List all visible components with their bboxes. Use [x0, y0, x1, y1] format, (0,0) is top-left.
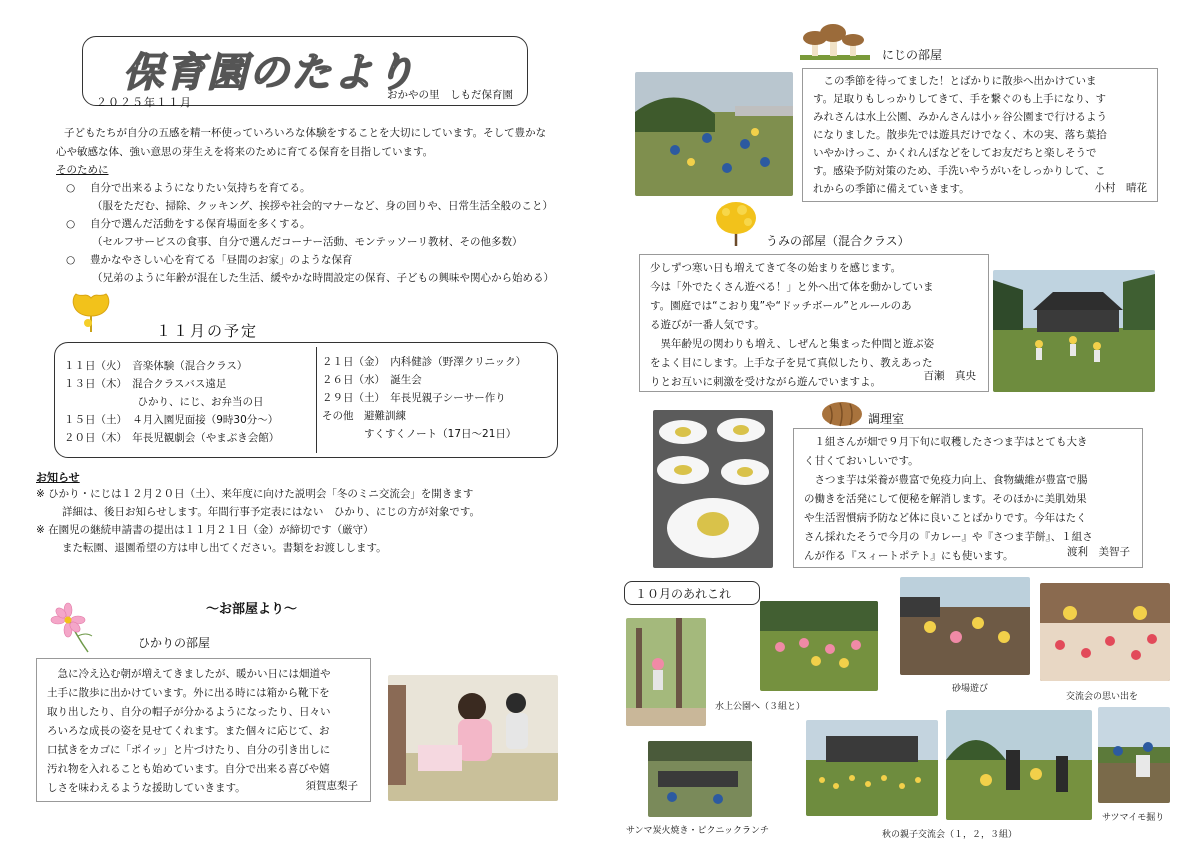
october-title-box	[624, 581, 760, 605]
goal-bullet-3: ○	[66, 254, 76, 266]
schedule-left-4: １５日（土） ４月入園児面接（9時30分～）	[64, 414, 279, 426]
goal-3: 豊かなやさしい心を育てる「昼間のお家」のような保育	[90, 254, 353, 266]
hikari-text: 急に冷え込む朝が増えてきましたが、暖かい日には畑道や 土手に散歩に出かけています。外に出る時には箱から靴下を 取り出したり、自分の帽子が分かるようになったり、日々い ろいろな成長の姿を見せてくれます。また個々に応じて、お 口拭きをカゴに「ポイッ」と片づけたり、自分の引き出しに 汚れ物を入れることも始めています。自分で出来る喜びや嬉 しさを味わえるような援助していきます。	[47, 668, 331, 794]
sweet-potato-icon	[820, 398, 864, 428]
potato-photo	[1098, 707, 1170, 803]
notice-title: お知らせ	[36, 471, 80, 484]
hikari-box	[36, 658, 371, 802]
issue-date: ２０２５年１１月	[96, 96, 192, 109]
kitchen-box	[793, 428, 1143, 568]
niji-text: この季節を待ってました！とばかりに散歩へ出かけていま す。足取りもしっかりしてきて、手を繋ぐのも上手になり、す みれさんは水上公園、みかんさんは小ヶ谷公園まで行けるよう になりました。散歩先では遊具だけでなく、木の実、落ち葉拾 いやかけっこ、かくれんぼなどをしてお友だちと楽しそうで す。感染予防対策のため、手洗いやうがいをしっかりして、こ れからの季節に備えていきます。	[813, 75, 1107, 195]
sand-photo	[900, 577, 1030, 675]
hikari-photo	[388, 675, 558, 801]
caption-park: 水上公園へ（３組と）	[715, 702, 806, 712]
goal-bullet-1: ○	[66, 182, 76, 194]
mushroom-icon	[800, 22, 870, 62]
intro-line-2: 心や敏感な体、強い意思の芽生えを将来のために育てる保育を目指しています。	[56, 146, 434, 158]
ginkgo-leaf-icon	[68, 290, 114, 334]
kitchen-text: １組さんが畑で９月下旬に収穫したさつま芋はとても大き く甘くておいしいです。 さつま芋は栄養が豊富で免疫力向上、食物繊維が豊富で腸 の働きを活発にして便秘を解消します。そのほかに美肌効果 や生活習慣病予防など体に良いことばかりです。今年はたく さん採れたそうで今月の『カレー』や『さつま芋餅』、１組さ んが作る『スィートポテト』にも使います。	[804, 436, 1093, 562]
umi-title: うみの部屋（混合クラス）	[766, 234, 910, 248]
niji-box	[802, 68, 1158, 202]
umi-text: 少しずつ寒い日も増えてきて冬の始まりを感じます。 今は「外でたくさん遊べる！」と外へ出て体を動かしていま す。園庭では“こおり鬼”や“ドッチボール”とルールのあ る遊びが一番人気です。 異年齢児の関わりも増え、しぜんと集まった仲間と遊ぶ姿 をよく目にします。上手な子を見て真似したり、教えあった りとお互いに刺激を受けながら遊んでいますよ。	[650, 262, 935, 388]
schedule-left-2: １３日（木） 混合クラスバス遠足	[64, 378, 227, 390]
goal-2: 自分で選んだ活動をする保育場面を多くする。	[90, 218, 311, 230]
autumn-photo-1	[806, 720, 938, 816]
ginkgo-tree-icon	[712, 200, 760, 248]
caption-sanma: サンマ炭火焼き・ピクニックランチ	[626, 826, 770, 836]
niji-author: 小村 晴花	[1094, 182, 1147, 194]
caption-potato: サツマイモ掘り	[1102, 813, 1165, 823]
umi-photo	[993, 270, 1155, 392]
schedule-right-5: すくすくノート（17日～21日）	[322, 428, 517, 440]
schedule-right-2: ２６日（水） 誕生会	[322, 374, 422, 386]
hikari-title: ひかりの部屋	[138, 636, 211, 650]
hikari-author: 須賀恵梨子	[305, 780, 358, 792]
goal-1: 自分で出来るようになりたい気持ちを育てる。	[90, 182, 311, 194]
schedule-title: １１月の予定	[156, 322, 259, 340]
sanma-photo	[648, 741, 752, 817]
schedule-right-1: ２１日（金） 内科健診（野澤クリニック）	[322, 356, 527, 368]
org-name: おかやの里 しもだ保育園	[387, 89, 513, 101]
cosmos-flower-icon	[48, 602, 98, 654]
kitchen-title: 調理室	[868, 412, 905, 426]
notice-line-3: ※ 在園児の継続申請書の提出は１１月２１日（金）が締切です（厳守）	[36, 524, 374, 536]
schedule-left-5: ２０日（木） 年長児観劇会（やまぶき会館）	[64, 432, 280, 444]
notice-line-1: ※ ひかり・にじは１２月２０日（土）、来年度に向けた説明会「冬のミニ交流会」を開きます	[36, 488, 474, 500]
newsletter-title: 保育園のたより	[123, 50, 417, 96]
schedule-divider	[316, 347, 317, 453]
notice-line-2: 詳細は、後日お知らせします。年間行事予定表にはない ひかり、にじの方が対象です。	[62, 506, 481, 518]
schedule-left-3: ひかり、にじ、お弁当の日	[64, 396, 264, 408]
schedule-left-1: １１日（火） 音楽体験（混合クラス）	[64, 360, 248, 372]
kitchen-photo	[653, 410, 773, 568]
exchange-photo	[1040, 583, 1170, 681]
schedule-right-3: ２９日（土） 年長児親子シーサー作り	[322, 392, 506, 404]
autumn-photo-2	[946, 710, 1092, 820]
umi-box	[639, 254, 989, 392]
intro-heading: そのために	[56, 164, 109, 176]
kitchen-author: 渡利 美智子	[1067, 546, 1130, 558]
goal-2-detail: （セルフサービスの食事、自分で選んだコーナー活動、モンテッソーリ教材、その他多数）	[92, 236, 523, 248]
niji-title: にじの部屋	[882, 48, 943, 62]
intro-line-1: 子どもたちが自分の五感を精一杯使っていろいろな体験をすることを大切にしています。そして豊かな	[64, 127, 547, 139]
notice-line-4: また転園、退園希望の方は申し出てください。書類をお渡しします。	[62, 542, 387, 554]
park-photo-1	[626, 618, 706, 726]
october-title: １０月のあれこれ	[635, 587, 732, 601]
park-photo-2	[760, 601, 878, 691]
caption-autumn: 秋の親子交流会（１，２，３組）	[882, 830, 1018, 840]
niji-photo	[635, 72, 793, 196]
caption-exchange: 交流会の思い出を	[1066, 692, 1139, 702]
schedule-right-4: その他 避難訓練	[322, 410, 406, 422]
goal-3-detail: （兄弟のように年齢が混在した生活、緩やかな時間設定の保育、子どもの興味や関心から始める）	[92, 272, 554, 284]
caption-sand: 砂場遊び	[952, 684, 989, 694]
goal-1-detail: （服をただむ、掃除、クッキング、挨拶や社会的マナーなど、身の回りや、日常生活全般のこと）	[92, 200, 554, 212]
goal-bullet-2: ○	[66, 218, 76, 230]
rooms-heading: ～お部屋より～	[206, 602, 298, 617]
umi-author: 百瀬 真央	[923, 370, 976, 382]
